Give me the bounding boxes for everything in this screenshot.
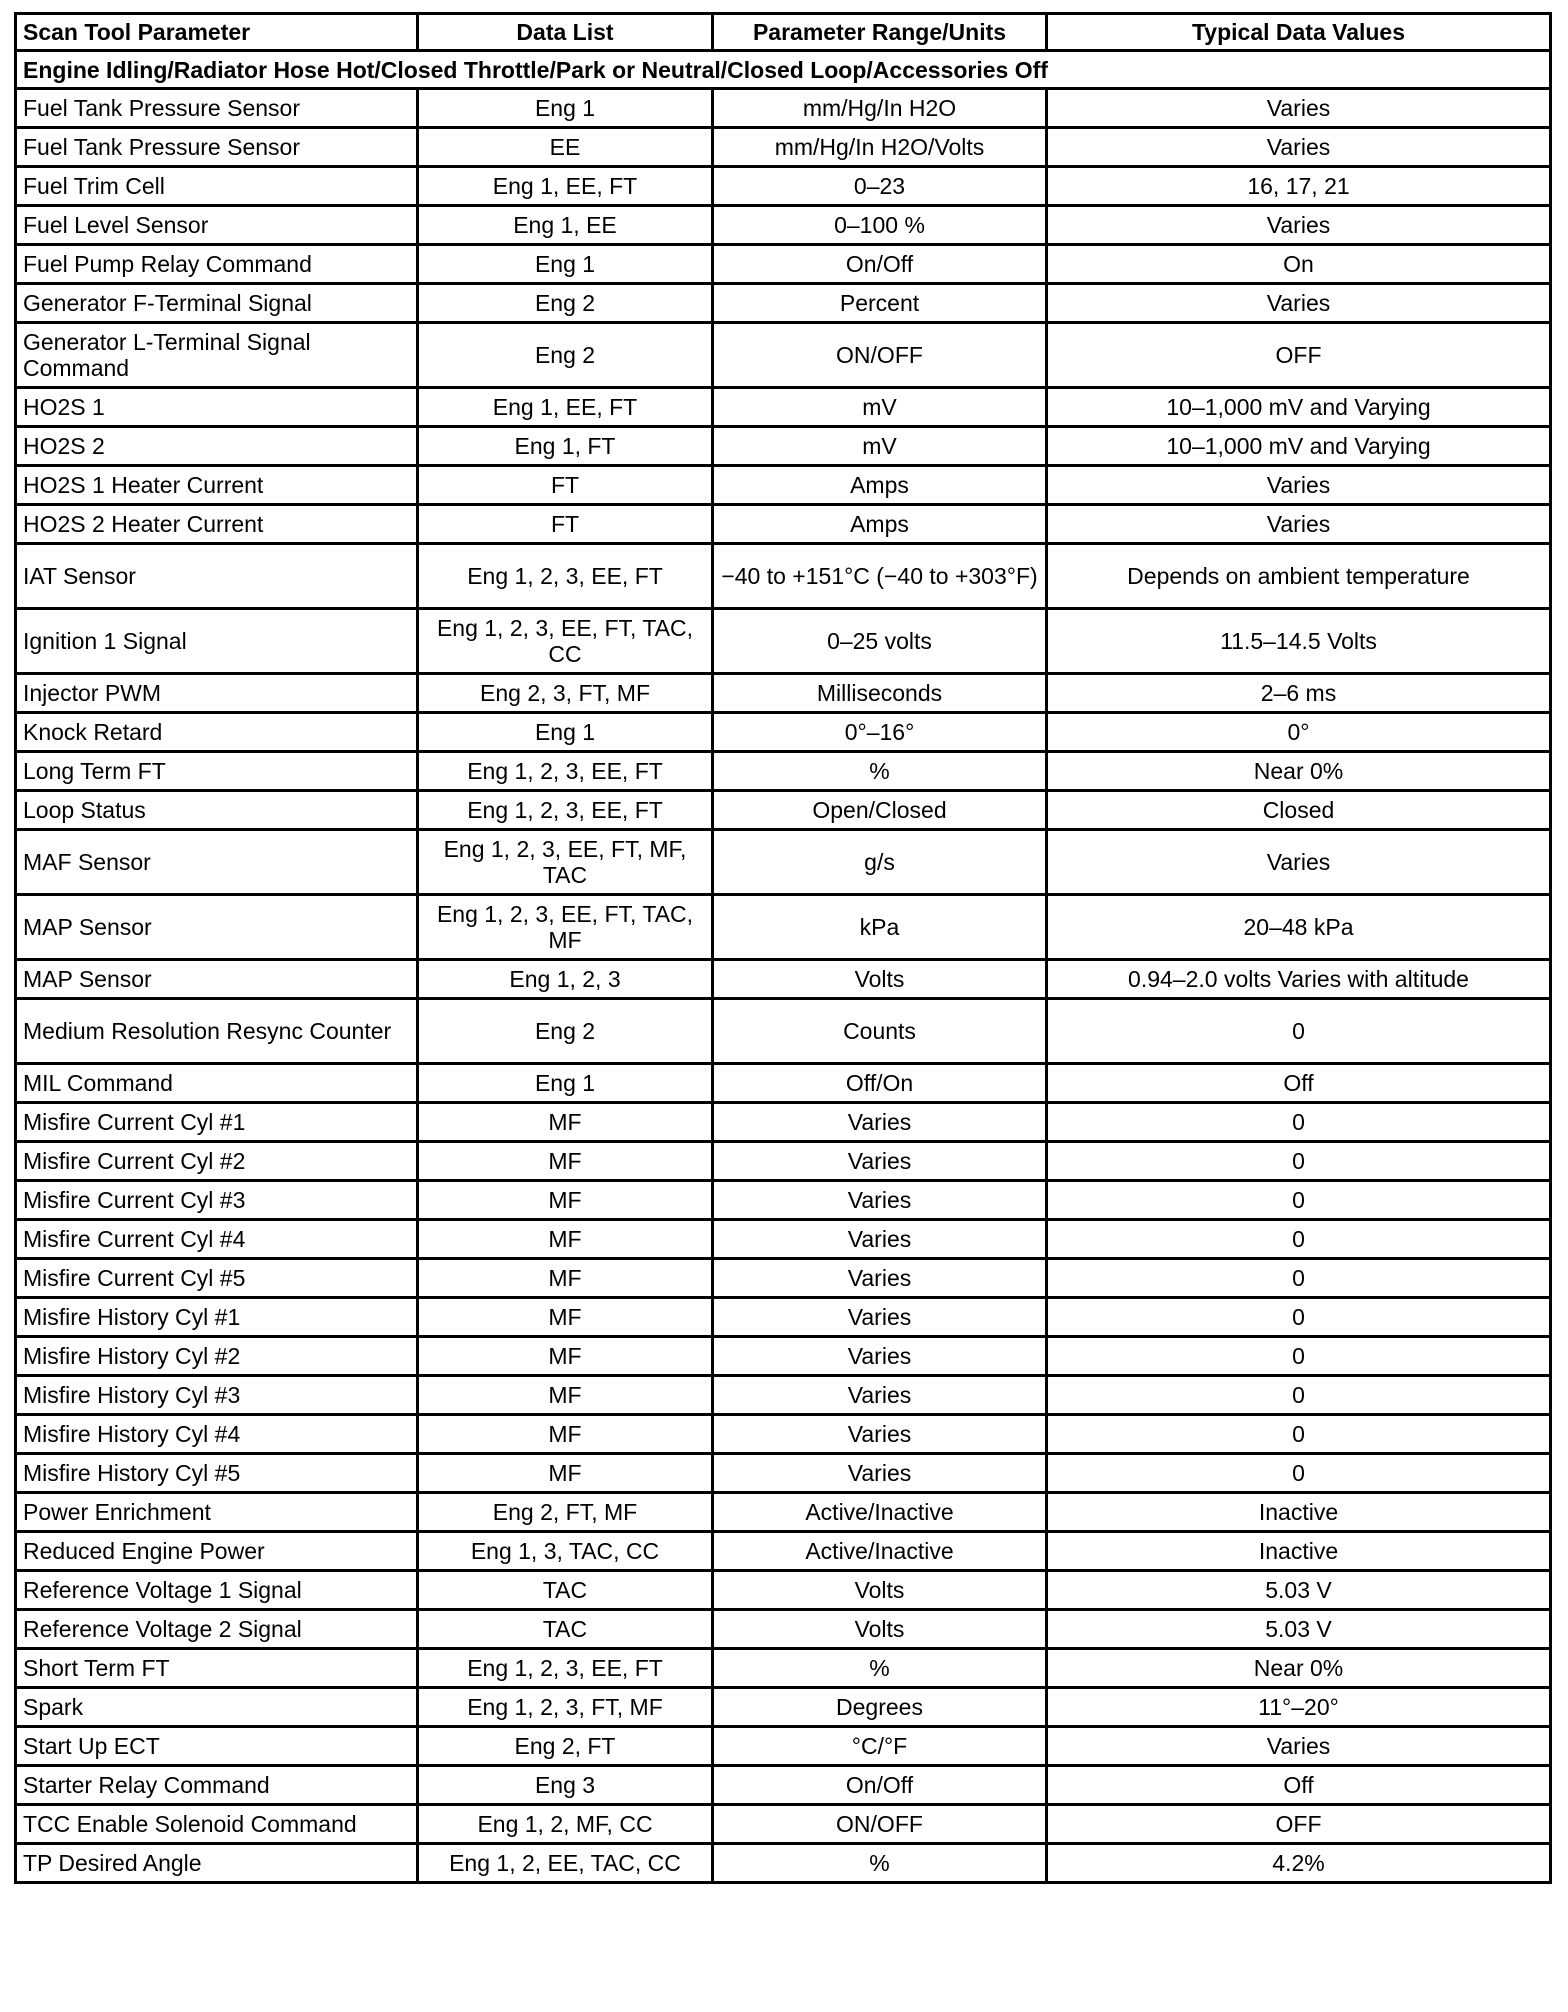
cell-data-list: MF	[418, 1142, 713, 1181]
cell-data-list: MF	[418, 1376, 713, 1415]
table-row	[16, 1571, 1551, 1610]
cell-parameter-range: Varies	[713, 1337, 1047, 1376]
cell-data-list: MF	[418, 1220, 713, 1259]
cell-data-list: FT	[418, 466, 713, 505]
table-row	[16, 388, 1551, 427]
cell-scan-tool-parameter: Misfire History Cyl #1	[16, 1298, 418, 1337]
cell-typical-value: Depends on ambient temperature	[1047, 544, 1551, 609]
table-row	[16, 999, 1551, 1064]
cell-data-list: MF	[418, 1415, 713, 1454]
table-row	[16, 167, 1551, 206]
cell-scan-tool-parameter: Knock Retard	[16, 713, 418, 752]
table-row	[16, 1727, 1551, 1766]
table-row	[16, 128, 1551, 167]
cell-data-list: TAC	[418, 1571, 713, 1610]
cell-typical-value: 2–6 ms	[1047, 674, 1551, 713]
cell-data-list: Eng 1	[418, 713, 713, 752]
cell-data-list: Eng 1, 2, MF, CC	[418, 1805, 713, 1844]
cell-typical-value: Near 0%	[1047, 1649, 1551, 1688]
cell-data-list: Eng 2, FT, MF	[418, 1493, 713, 1532]
cell-parameter-range: %	[713, 1844, 1047, 1883]
table-row	[16, 1688, 1551, 1727]
cell-parameter-range: Varies	[713, 1376, 1047, 1415]
cell-typical-value: Varies	[1047, 89, 1551, 128]
cell-typical-value: 0	[1047, 1220, 1551, 1259]
table-row	[16, 1649, 1551, 1688]
cell-typical-value: 0	[1047, 1103, 1551, 1142]
cell-scan-tool-parameter: Medium Resolution Resync Counter	[16, 999, 418, 1064]
cell-data-list: Eng 1, 2, 3, EE, FT	[418, 1649, 713, 1688]
scan-tool-data-table	[14, 12, 1552, 1884]
cell-typical-value: 5.03 V	[1047, 1610, 1551, 1649]
table-row	[16, 713, 1551, 752]
cell-parameter-range: On/Off	[713, 245, 1047, 284]
cell-data-list: EE	[418, 128, 713, 167]
cell-scan-tool-parameter: Power Enrichment	[16, 1493, 418, 1532]
cell-typical-value: Inactive	[1047, 1532, 1551, 1571]
cell-data-list: Eng 1, EE	[418, 206, 713, 245]
table-row	[16, 1103, 1551, 1142]
cell-typical-value: Near 0%	[1047, 752, 1551, 791]
cell-typical-value: 0	[1047, 1415, 1551, 1454]
table-row	[16, 1337, 1551, 1376]
cell-scan-tool-parameter: Fuel Tank Pressure Sensor	[16, 128, 418, 167]
cell-parameter-range: Off/On	[713, 1064, 1047, 1103]
cell-data-list: Eng 1	[418, 1064, 713, 1103]
cell-scan-tool-parameter: Misfire History Cyl #3	[16, 1376, 418, 1415]
table-row	[16, 466, 1551, 505]
cell-scan-tool-parameter: Spark	[16, 1688, 418, 1727]
cell-data-list: Eng 3	[418, 1766, 713, 1805]
header-typical-data-values: Typical Data Values	[1047, 14, 1551, 51]
cell-data-list: MF	[418, 1337, 713, 1376]
cell-typical-value: 10–1,000 mV and Varying	[1047, 427, 1551, 466]
cell-typical-value: 0.94–2.0 volts Varies with altitude	[1047, 960, 1551, 999]
cell-scan-tool-parameter: MAP Sensor	[16, 895, 418, 960]
cell-parameter-range: Amps	[713, 466, 1047, 505]
cell-scan-tool-parameter: Injector PWM	[16, 674, 418, 713]
cell-parameter-range: 0–25 volts	[713, 609, 1047, 674]
cell-typical-value: 11.5–14.5 Volts	[1047, 609, 1551, 674]
cell-typical-value: 0	[1047, 999, 1551, 1064]
cell-data-list: Eng 1, 3, TAC, CC	[418, 1532, 713, 1571]
cell-typical-value: Inactive	[1047, 1493, 1551, 1532]
cell-parameter-range: Varies	[713, 1142, 1047, 1181]
table-row	[16, 960, 1551, 999]
cell-parameter-range: %	[713, 752, 1047, 791]
cell-typical-value: Varies	[1047, 284, 1551, 323]
cell-parameter-range: ON/OFF	[713, 1805, 1047, 1844]
cell-data-list: Eng 1, 2, 3, EE, FT	[418, 752, 713, 791]
table-row	[16, 1064, 1551, 1103]
cell-parameter-range: Percent	[713, 284, 1047, 323]
cell-typical-value: Varies	[1047, 505, 1551, 544]
cell-data-list: MF	[418, 1454, 713, 1493]
cell-parameter-range: 0°–16°	[713, 713, 1047, 752]
cell-data-list: Eng 1, 2, 3, EE, FT	[418, 791, 713, 830]
cell-data-list: Eng 2, 3, FT, MF	[418, 674, 713, 713]
cell-data-list: Eng 1, 2, EE, TAC, CC	[418, 1844, 713, 1883]
cell-parameter-range: Varies	[713, 1454, 1047, 1493]
cell-parameter-range: Milliseconds	[713, 674, 1047, 713]
table-row	[16, 1220, 1551, 1259]
cell-data-list: Eng 1, 2, 3, EE, FT, TAC, CC	[418, 609, 713, 674]
cell-data-list: Eng 2, FT	[418, 1727, 713, 1766]
table-row	[16, 609, 1551, 674]
cell-parameter-range: Varies	[713, 1103, 1047, 1142]
cell-scan-tool-parameter: HO2S 1 Heater Current	[16, 466, 418, 505]
cell-scan-tool-parameter: Misfire Current Cyl #5	[16, 1259, 418, 1298]
cell-typical-value: 16, 17, 21	[1047, 167, 1551, 206]
cell-parameter-range: Amps	[713, 505, 1047, 544]
cell-scan-tool-parameter: Misfire History Cyl #4	[16, 1415, 418, 1454]
cell-typical-value: 5.03 V	[1047, 1571, 1551, 1610]
cell-typical-value: Varies	[1047, 128, 1551, 167]
cell-typical-value: 20–48 kPa	[1047, 895, 1551, 960]
table-row	[16, 89, 1551, 128]
table-row	[16, 544, 1551, 609]
cell-typical-value: 0	[1047, 1454, 1551, 1493]
cell-parameter-range: Open/Closed	[713, 791, 1047, 830]
cell-scan-tool-parameter: Fuel Tank Pressure Sensor	[16, 89, 418, 128]
cell-scan-tool-parameter: Short Term FT	[16, 1649, 418, 1688]
table-row	[16, 791, 1551, 830]
table-row	[16, 1805, 1551, 1844]
cell-typical-value: Off	[1047, 1064, 1551, 1103]
cell-parameter-range: Counts	[713, 999, 1047, 1064]
cell-parameter-range: −40 to +151°C (−40 to +303°F)	[713, 544, 1047, 609]
table-row	[16, 1376, 1551, 1415]
cell-data-list: TAC	[418, 1610, 713, 1649]
cell-scan-tool-parameter: MAF Sensor	[16, 830, 418, 895]
cell-typical-value: OFF	[1047, 1805, 1551, 1844]
section-row	[16, 51, 1551, 89]
cell-parameter-range: Degrees	[713, 1688, 1047, 1727]
cell-parameter-range: Volts	[713, 960, 1047, 999]
cell-scan-tool-parameter: Misfire Current Cyl #1	[16, 1103, 418, 1142]
cell-data-list: Eng 2	[418, 284, 713, 323]
cell-scan-tool-parameter: Fuel Level Sensor	[16, 206, 418, 245]
cell-typical-value: 0	[1047, 1337, 1551, 1376]
cell-typical-value: 0	[1047, 1259, 1551, 1298]
cell-data-list: Eng 1, FT	[418, 427, 713, 466]
cell-data-list: Eng 1, 2, 3	[418, 960, 713, 999]
cell-scan-tool-parameter: Fuel Pump Relay Command	[16, 245, 418, 284]
cell-data-list: Eng 1, 2, 3, EE, FT, TAC, MF	[418, 895, 713, 960]
cell-data-list: Eng 1	[418, 245, 713, 284]
cell-scan-tool-parameter: Generator L-Terminal Signal Command	[16, 323, 418, 388]
cell-scan-tool-parameter: HO2S 2	[16, 427, 418, 466]
cell-parameter-range: Varies	[713, 1298, 1047, 1337]
cell-data-list: Eng 2	[418, 999, 713, 1064]
cell-scan-tool-parameter: Misfire History Cyl #5	[16, 1454, 418, 1493]
table-row	[16, 1259, 1551, 1298]
cell-parameter-range: Varies	[713, 1220, 1047, 1259]
cell-parameter-range: kPa	[713, 895, 1047, 960]
header-row	[16, 14, 1551, 51]
cell-typical-value: 4.2%	[1047, 1844, 1551, 1883]
table-row	[16, 284, 1551, 323]
cell-parameter-range: Volts	[713, 1571, 1047, 1610]
cell-scan-tool-parameter: Loop Status	[16, 791, 418, 830]
cell-scan-tool-parameter: Reference Voltage 1 Signal	[16, 1571, 418, 1610]
cell-typical-value: Varies	[1047, 1727, 1551, 1766]
cell-typical-value: 0	[1047, 1298, 1551, 1337]
table-row	[16, 323, 1551, 388]
cell-data-list: Eng 1, 2, 3, EE, FT, MF, TAC	[418, 830, 713, 895]
cell-typical-value: Varies	[1047, 206, 1551, 245]
table-row	[16, 1142, 1551, 1181]
header-data-list: Data List	[418, 14, 713, 51]
cell-parameter-range: Active/Inactive	[713, 1493, 1047, 1532]
cell-parameter-range: mV	[713, 388, 1047, 427]
cell-data-list: MF	[418, 1181, 713, 1220]
cell-scan-tool-parameter: Ignition 1 Signal	[16, 609, 418, 674]
table-row	[16, 206, 1551, 245]
cell-parameter-range: °C/°F	[713, 1727, 1047, 1766]
cell-scan-tool-parameter: Misfire Current Cyl #2	[16, 1142, 418, 1181]
cell-typical-value: 0	[1047, 1142, 1551, 1181]
cell-data-list: Eng 1, EE, FT	[418, 388, 713, 427]
cell-parameter-range: Varies	[713, 1415, 1047, 1454]
cell-typical-value: On	[1047, 245, 1551, 284]
cell-scan-tool-parameter: Misfire Current Cyl #3	[16, 1181, 418, 1220]
cell-parameter-range: Volts	[713, 1610, 1047, 1649]
header-parameter-range-units: Parameter Range/Units	[713, 14, 1047, 51]
cell-scan-tool-parameter: Fuel Trim Cell	[16, 167, 418, 206]
table-row	[16, 674, 1551, 713]
cell-scan-tool-parameter: Start Up ECT	[16, 1727, 418, 1766]
table-row	[16, 1181, 1551, 1220]
cell-typical-value: 0	[1047, 1181, 1551, 1220]
cell-data-list: Eng 2	[418, 323, 713, 388]
cell-scan-tool-parameter: Long Term FT	[16, 752, 418, 791]
cell-data-list: Eng 1, 2, 3, FT, MF	[418, 1688, 713, 1727]
cell-scan-tool-parameter: Reference Voltage 2 Signal	[16, 1610, 418, 1649]
cell-scan-tool-parameter: MIL Command	[16, 1064, 418, 1103]
table-row	[16, 752, 1551, 791]
cell-scan-tool-parameter: HO2S 2 Heater Current	[16, 505, 418, 544]
cell-typical-value: Off	[1047, 1766, 1551, 1805]
table-row	[16, 427, 1551, 466]
cell-parameter-range: Varies	[713, 1181, 1047, 1220]
cell-parameter-range: g/s	[713, 830, 1047, 895]
cell-scan-tool-parameter: MAP Sensor	[16, 960, 418, 999]
cell-data-list: MF	[418, 1298, 713, 1337]
table-row	[16, 1532, 1551, 1571]
cell-data-list: Eng 1	[418, 89, 713, 128]
cell-scan-tool-parameter: Starter Relay Command	[16, 1766, 418, 1805]
cell-typical-value: 10–1,000 mV and Varying	[1047, 388, 1551, 427]
table-row	[16, 895, 1551, 960]
cell-typical-value: 0°	[1047, 713, 1551, 752]
cell-scan-tool-parameter: Generator F-Terminal Signal	[16, 284, 418, 323]
cell-typical-value: OFF	[1047, 323, 1551, 388]
table-body	[16, 51, 1551, 1883]
cell-scan-tool-parameter: Misfire History Cyl #2	[16, 1337, 418, 1376]
cell-scan-tool-parameter: TCC Enable Solenoid Command	[16, 1805, 418, 1844]
cell-scan-tool-parameter: HO2S 1	[16, 388, 418, 427]
table-row	[16, 1454, 1551, 1493]
table-row	[16, 1415, 1551, 1454]
cell-typical-value: Closed	[1047, 791, 1551, 830]
section-title: Engine Idling/Radiator Hose Hot/Closed Throttle/Park or Neutral/Closed Loop/Accessories Off	[16, 51, 1551, 89]
cell-scan-tool-parameter: TP Desired Angle	[16, 1844, 418, 1883]
cell-parameter-range: 0–23	[713, 167, 1047, 206]
cell-parameter-range: %	[713, 1649, 1047, 1688]
table-row	[16, 505, 1551, 544]
cell-parameter-range: 0–100 %	[713, 206, 1047, 245]
cell-parameter-range: mV	[713, 427, 1047, 466]
header-scan-tool-parameter: Scan Tool Parameter	[16, 14, 418, 51]
cell-scan-tool-parameter: Misfire Current Cyl #4	[16, 1220, 418, 1259]
cell-data-list: MF	[418, 1259, 713, 1298]
cell-parameter-range: Varies	[713, 1259, 1047, 1298]
cell-typical-value: 0	[1047, 1376, 1551, 1415]
cell-scan-tool-parameter: Reduced Engine Power	[16, 1532, 418, 1571]
scan-tool-data-sheet	[14, 12, 1552, 1884]
cell-parameter-range: Active/Inactive	[713, 1532, 1047, 1571]
cell-scan-tool-parameter: IAT Sensor	[16, 544, 418, 609]
table-row	[16, 245, 1551, 284]
cell-typical-value: 11°–20°	[1047, 1688, 1551, 1727]
cell-parameter-range: mm/Hg/In H2O	[713, 89, 1047, 128]
table-row	[16, 1298, 1551, 1337]
table-row	[16, 830, 1551, 895]
cell-typical-value: Varies	[1047, 830, 1551, 895]
cell-parameter-range: ON/OFF	[713, 323, 1047, 388]
table-row	[16, 1610, 1551, 1649]
table-row	[16, 1844, 1551, 1883]
table-row	[16, 1493, 1551, 1532]
cell-data-list: Eng 1, 2, 3, EE, FT	[418, 544, 713, 609]
cell-parameter-range: mm/Hg/In H2O/Volts	[713, 128, 1047, 167]
cell-parameter-range: On/Off	[713, 1766, 1047, 1805]
cell-typical-value: Varies	[1047, 466, 1551, 505]
cell-data-list: FT	[418, 505, 713, 544]
table-row	[16, 1766, 1551, 1805]
cell-data-list: MF	[418, 1103, 713, 1142]
cell-data-list: Eng 1, EE, FT	[418, 167, 713, 206]
